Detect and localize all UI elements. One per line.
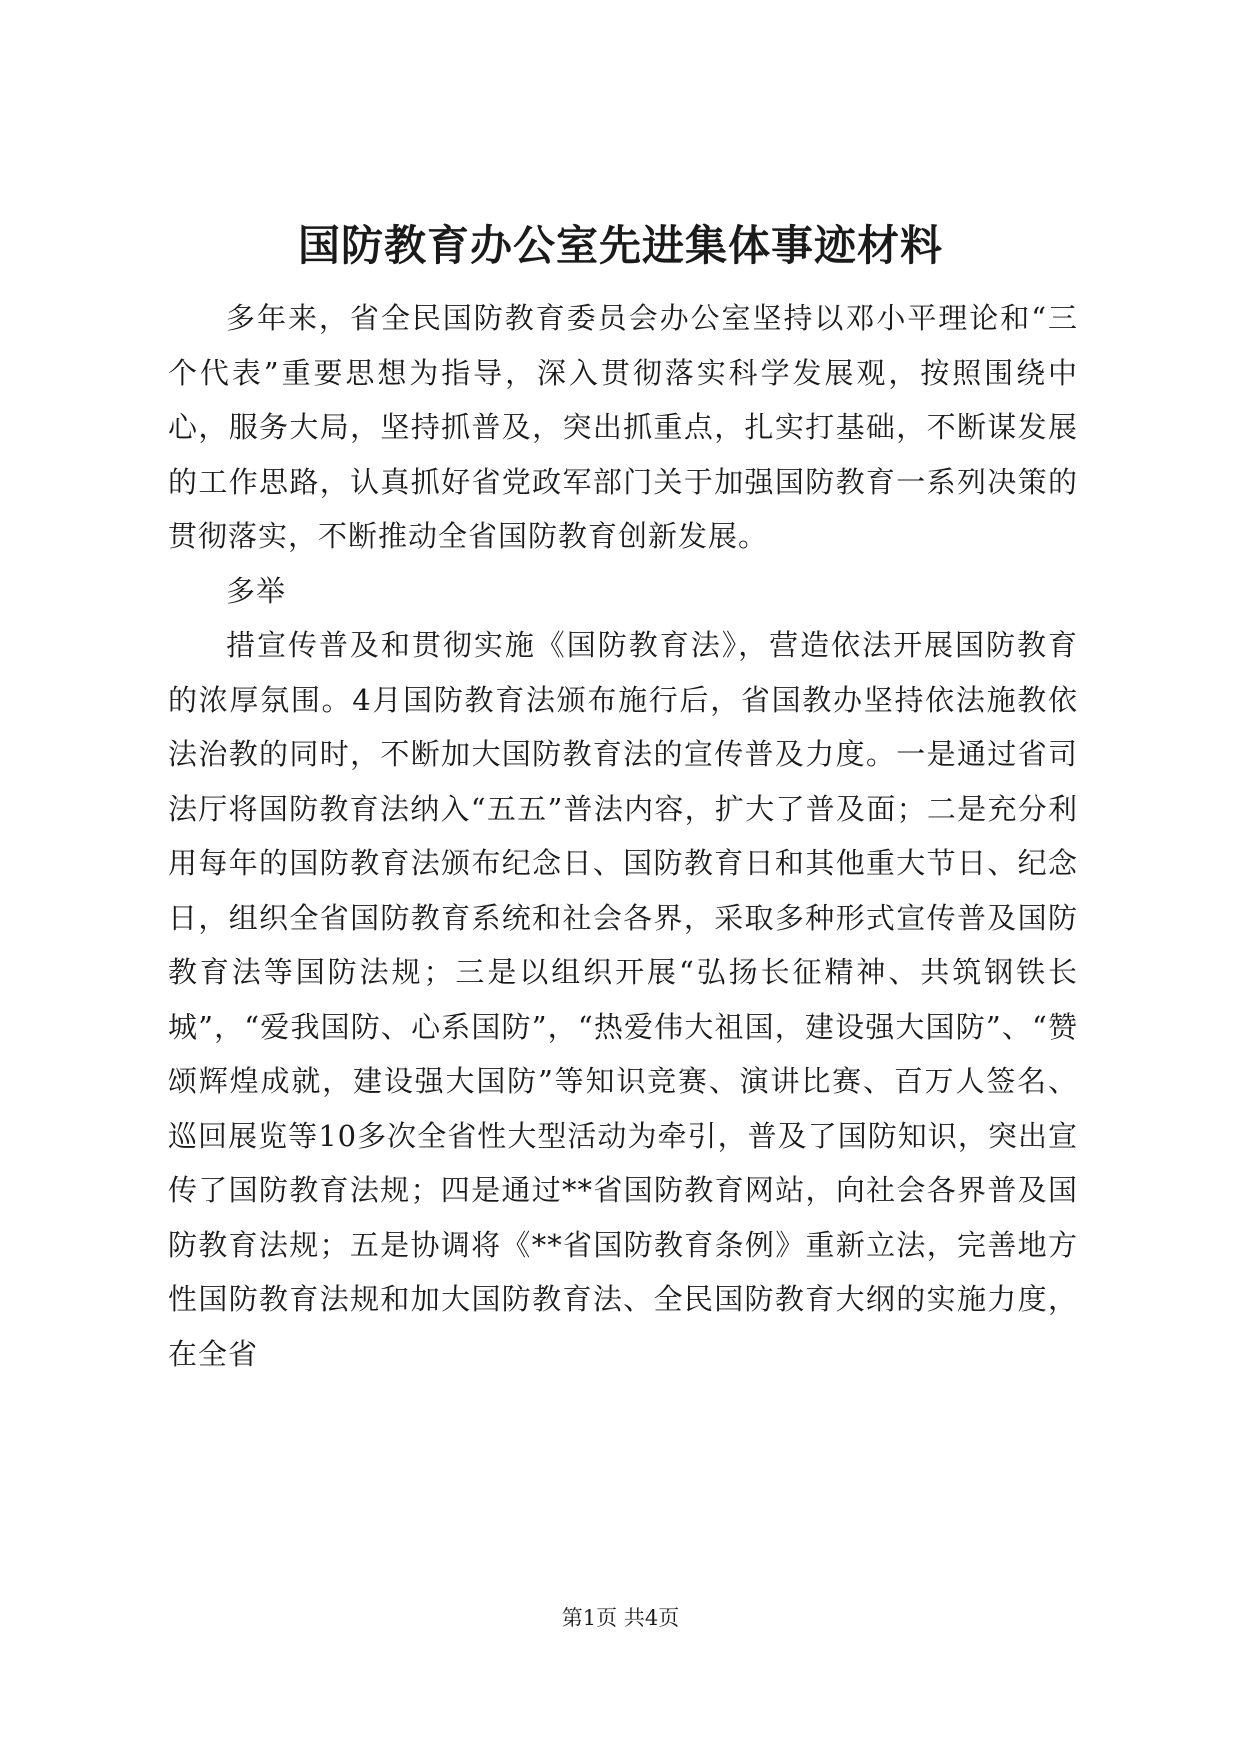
paragraph-main: 措宣传普及和贯彻实施《国防教育法》，营造依法开展国防教育的浓厚氛围。4月国防教育法颁布施行后，省国教办坚持依法施教依法治教的同时，不断加大国防教育法的宣传普及力度。一是通过省司法厅将国防教育法纳入“五五”普法内容，扩大了普及面；二是充分利用每年的国防教育法颁布纪念日、国防教育日和其他重大节日、纪念日，组织全省国防教育系统和社会各界，采取多种形式宣传普及国防教育法等国防法规；三是以组织开展“弘扬长征精神、共筑钢铁长城”，“爱我国防、心系国防”，“热爱伟大祖国，建设强大国防”、“赞颂辉煌成就，建设强大国防”等知识竞赛、演讲比赛、百万人签名、巡回展览等10多次全省性大型活动为牵引，普及了国防知识，突出宣传了国防教育法规；四是通过**省国防教育网站，向社会各界普及国防教育法规；五是协调将《**省国防教育条例》重新立法，完善地方性国防教育法规和加大国防教育法、全民国防教育大纲的实施力度，在全省 (168, 628, 1078, 1371)
document-body (168, 291, 1078, 1381)
paragraph-intro: 多年来，省全民国防教育委员会办公室坚持以邓小平理论和“三个代表”重要思想为指导，深入贯彻落实科学发展观，按照围绕中心，服务大局，坚持抓普及，突出抓重点，扎实打基础，不断谋发展的工作思路，认真抓好省党政军部门关于加强国防教育一系列决策的贯彻落实，不断推动全省国防教育创新发展。 (168, 301, 1078, 553)
page-number: 第1页 共4页 (561, 1606, 680, 1630)
paragraph-short: 多举 (226, 573, 287, 608)
document-title: 国防教育办公室先进集体事迹材料 (297, 221, 943, 270)
